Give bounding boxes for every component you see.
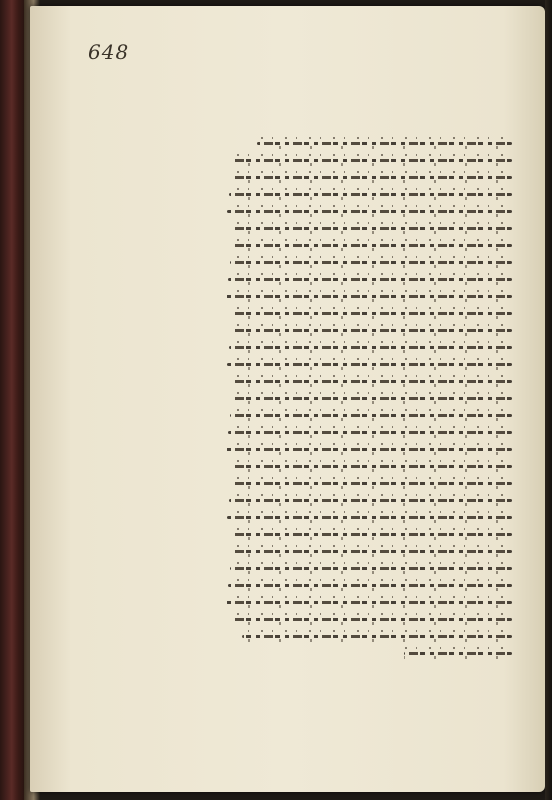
manuscript-line — [228, 584, 512, 587]
page-edge-shadow — [545, 0, 552, 800]
manuscript-line — [233, 465, 512, 468]
book-cover-edge — [0, 0, 26, 800]
manuscript-line — [227, 363, 512, 366]
manuscript-line — [229, 499, 512, 502]
manuscript-line — [242, 635, 512, 638]
manuscript-line — [227, 210, 512, 213]
manuscript-line — [230, 414, 512, 417]
folio-number: 648 — [88, 40, 130, 64]
manuscript-line — [226, 448, 512, 451]
manuscript-line — [233, 618, 512, 621]
manuscript-line — [226, 601, 512, 604]
manuscript-line — [232, 397, 512, 400]
manuscript-line — [231, 329, 512, 332]
manuscript-line — [233, 159, 512, 162]
manuscript-line — [228, 278, 512, 281]
manuscript-line — [231, 176, 512, 179]
manuscript-line — [232, 550, 512, 553]
manuscript-line — [226, 295, 512, 298]
manuscript-line — [257, 142, 512, 145]
manuscript-line — [229, 346, 512, 349]
manuscript-line — [228, 431, 512, 434]
manuscript-line — [234, 227, 512, 230]
manuscript-line — [404, 652, 512, 655]
manuscript-page — [30, 6, 545, 792]
manuscript-line — [227, 516, 512, 519]
manuscript-line — [231, 482, 512, 485]
manuscript-line — [234, 533, 512, 536]
manuscript-line — [232, 244, 512, 247]
manuscript-line — [230, 567, 512, 570]
manuscript-line — [234, 380, 512, 383]
manuscript-line — [233, 312, 512, 315]
manuscript-line — [230, 261, 512, 264]
handwritten-text-block — [220, 136, 512, 664]
manuscript-line — [229, 193, 512, 196]
